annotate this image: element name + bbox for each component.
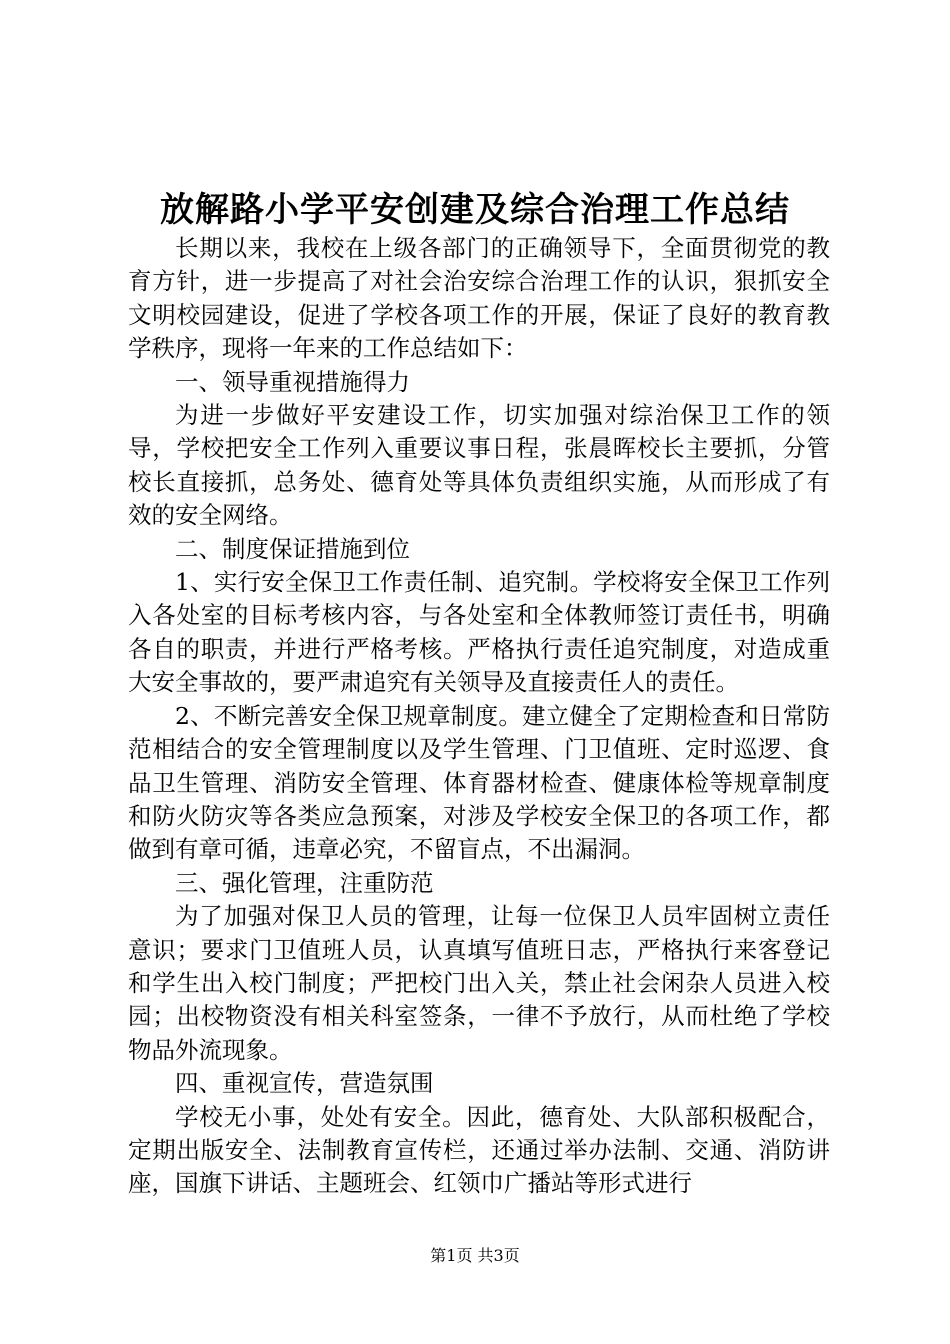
section-1-paragraph: 为进一步做好平安建设工作，切实加强对综治保卫工作的领导，学校把安全工作列入重要议事日程，张晨晖校长主要抓，分管校长直接抓，总务处、德育处等具体负责组织实施，从而形成了有效的安全网络。 (128, 401, 830, 530)
section-3-paragraph: 为了加强对保卫人员的管理，让每一位保卫人员牢固树立责任意识；要求门卫值班人员，认真填写值班日志，严格执行来客登记和学生出入校门制度；严把校门出入关，禁止社会闲杂人员进入校园；出校物资没有相关科室签条，一律不予放行，从而杜绝了学校物品外流现象。 (128, 902, 830, 1064)
section-2-item-2-paragraph: 2、不断完善安全保卫规章制度。建立健全了定期检查和日常防范相结合的安全管理制度以及学生管理、门卫值班、定时巡逻、食品卫生管理、消防安全管理、体育器材检查、健康体检等规章制度和防火防灾等各类应急预案，对涉及学校安全保卫的各项工作，都做到有章可循，违章必究，不留盲点，不出漏洞。 (128, 701, 830, 864)
document-title: 放解路小学平安创建及综合治理工作总结 (160, 190, 790, 230)
section-heading-3: 三、强化管理，注重防范 (175, 868, 434, 897)
section-heading-2: 二、制度保证措施到位 (175, 534, 410, 563)
intro-paragraph: 长期以来，我校在上级各部门的正确领导下，全面贯彻党的教育方针，进一步提高了对社会治安综合治理工作的认识，狠抓安全文明校园建设，促进了学校各项工作的开展，保证了良好的教育教学秩序，现将一年来的工作总结如下： (128, 234, 830, 363)
section-2-item-1-paragraph: 1、实行安全保卫工作责任制、追究制。学校将安全保卫工作列入各处室的目标考核内容，与各处室和全体教师签订责任书，明确各自的职责，并进行严格考核。严格执行责任追究制度，对造成重大安全事故的，要严肃追究有关领导及直接责任人的责任。 (128, 568, 830, 697)
section-4-paragraph: 学校无小事，处处有安全。因此，德育处、大队部积极配合，定期出版安全、法制教育宣传栏，还通过举办法制、交通、消防讲座，国旗下讲话、主题班会、红领巾广播站等形式进行 (128, 1102, 830, 1198)
page-number-footer: 第1页 共3页 (430, 1246, 520, 1265)
document-body (128, 232, 830, 1201)
section-heading-4: 四、重视宣传，营造氛围 (175, 1069, 434, 1098)
section-heading-1: 一、领导重视措施得力 (175, 367, 410, 396)
